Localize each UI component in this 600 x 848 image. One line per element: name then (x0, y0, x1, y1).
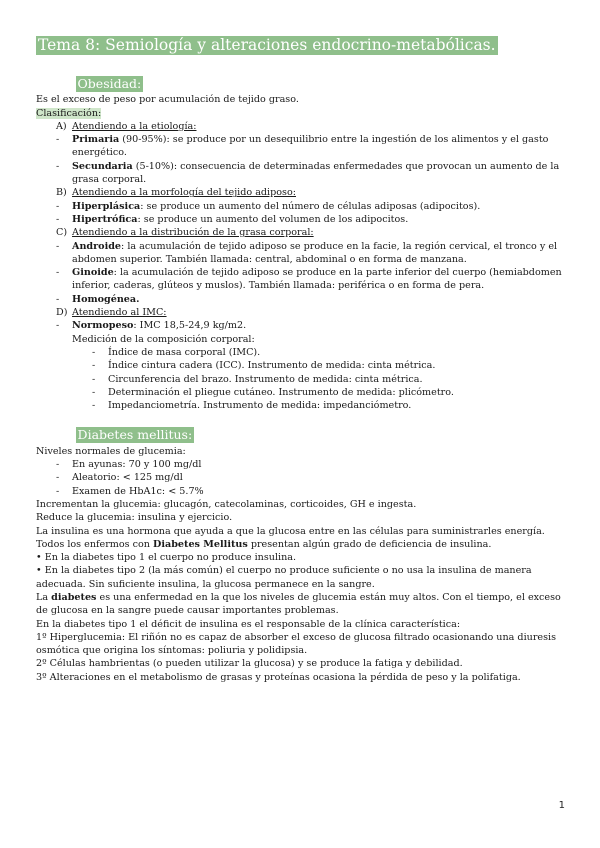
bullet-icon: • (36, 565, 42, 577)
list-item: - Homogénea. (56, 293, 140, 305)
list-item: - Ginoide: la acumulación de tejido adiposo se produce en la parte inferior del cuerpo (hemiabdomen inferior, caderas, glúteos y muslos). También llamada: periférica o en forma de pera. (56, 267, 562, 292)
list-item: - Hipertrófica: se produce un aumento del volumen de los adipocitos. (56, 213, 409, 225)
type1-paragraph: • En la diabetes tipo 1 el cuerpo no produce insulina. (36, 552, 297, 564)
group-morfologia: B) Atendiendo a la morfología del tejido adiposo: (56, 187, 296, 199)
increase-glucemia: Incrementan la glucemia: glucagón, catecolaminas, corticoides, GH e ingesta. (36, 498, 417, 510)
list-item: - Circunferencia del brazo. Instrumento de medida: cinta métrica. (92, 373, 423, 385)
section-title: Diabetes mellitus: (77, 427, 193, 443)
list-item: - Índice cintura cadera (ICC). Instrumento de medida: cinta métrica. (92, 360, 436, 372)
list-item: - Secundaria (5-10%): consecuencia de determinadas enfermedades que provocan un aumento de la grasa corporal. (56, 160, 560, 186)
glucemia-levels-label: Niveles normales de glucemia: (36, 445, 186, 457)
list-item: - Examen de HbA1c: < 5.7% (56, 485, 204, 497)
section-title: Obesidad: (77, 76, 142, 91)
type2-paragraph: • En la diabetes tipo 2 (la más común) el cuerpo no produce suficiente o no usa la insulina de manera adecuada. Sin suficiente insulina, la glucosa permanece en la sangre. (36, 565, 532, 590)
diabetes-definition: La diabetes es una enfermedad en la que los niveles de glucemia están muy altos. Con el tiempo, el exceso de glucosa en la sangre puede causar importantes problemas. (36, 591, 561, 617)
list-item: - Primaria (90-95%): se produce por un desequilibrio entre la ingestión de los alimentos y el gasto energético. (56, 134, 549, 159)
obesity-definition: Es el exceso de peso por acumulación de tejido graso. (36, 94, 299, 106)
list-item: - Determinación el pliegue cutáneo. Instrumento de medida: plicómetro. (92, 386, 454, 398)
list-item: - Hiperplásica: se produce un aumento del número de células adiposas (adipocitos). (56, 200, 481, 212)
list-item: - Índice de masa corporal (IMC). (92, 346, 261, 358)
list-item: - Androide: la acumulación de tejido adiposo se produce en la facie, la región cervical, el tronco y el abdomen superior. También llamada: central, abdominal o en forma de manzana. (56, 240, 558, 265)
page-number: 1 (558, 800, 565, 811)
composition-label: Medición de la composición corporal: (72, 333, 255, 345)
section-number: 1. (56, 80, 66, 91)
section-number: 2. (56, 431, 66, 443)
insulin-definition: La insulina es una hormona que ayuda a que la glucosa entre en las células para suministrarles energía. (36, 525, 545, 537)
list-item: - En ayunas: 70 y 100 mg/dl (56, 459, 202, 471)
list-item: - Normopeso: IMC 18,5-24,9 kg/m2. (56, 320, 247, 332)
bullet-icon: • (36, 552, 42, 564)
section-heading-diabetes (36, 427, 566, 443)
all-sick-paragraph: Todos los enfermos con Diabetes Mellitus presentan algún grado de deficiencia de insulina. (36, 538, 492, 550)
list-item: - Impedanciometría. Instrumento de medida: impedanciómetro. (92, 400, 412, 412)
list-item: - Aleatorio: < 125 mg/dl (56, 472, 183, 484)
classification-label: Clasificación: (36, 107, 102, 119)
group-etiologia: A) Atendiendo a la etiología: (56, 120, 197, 132)
page-title: Tema 8: Semiología y alteraciones endocrino-metabólicas. (38, 36, 496, 54)
symptom-2: 2º Células hambrientas (o pueden utilizar la glucosa) y se produce la fatiga y debilidad. (36, 658, 463, 670)
section-heading-obesidad (36, 76, 566, 92)
reduce-glucemia: Reduce la glucemia: insulina y ejercicio. (36, 512, 233, 524)
symptom-3: 3º Alteraciones en el metabolismo de grasas y proteínas ocasiona la pérdida de peso y la polifatiga. (36, 671, 521, 683)
group-distribucion: C) Atendiendo a la distribución de la grasa corporal: (56, 227, 314, 239)
symptom-1: 1º Hiperglucemia: El riñón no es capaz de absorber el exceso de glucosa filtrado ocasionando una diuresis osmótica que origina los síntomas: poliuria y polidipsia. (36, 631, 557, 657)
page-content (36, 36, 566, 684)
clinic-paragraph: En la diabetes tipo 1 el déficit de insulina es el responsable de la clínica característica: (36, 618, 461, 630)
group-imc: D) Atendiendo al IMC: (56, 307, 167, 319)
